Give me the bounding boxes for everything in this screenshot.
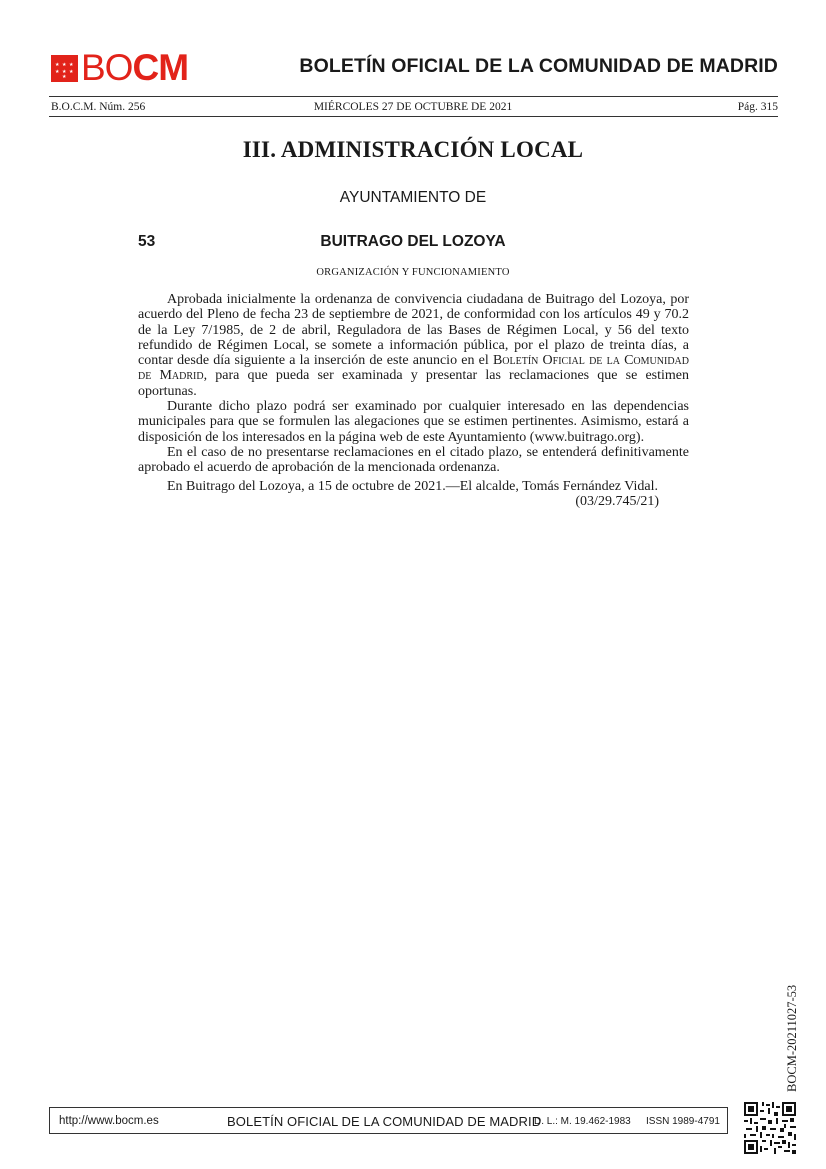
paragraph-3: En el caso de no presentarse reclamaciones en el citado plazo, se entenderá definitivamente aprobado el acuerdo de aprobación de la mencionada ordenanza.: [138, 444, 689, 476]
qr-code-icon: [744, 1102, 796, 1154]
footer: [49, 1107, 728, 1134]
signature-line: En Buitrago del Lozoya, a 15 de octubre de 2021.—El alcalde, Tomás Fernández Vidal.: [167, 478, 659, 494]
paragraph-1: [138, 292, 689, 399]
logo-text-cm: CM: [132, 47, 189, 88]
paragraph-1-start: Aprobada inicialmente la ordenanza de convivencia ciudadana de Buitrago del Lozoya, por acuerdo del Pleno de fecha 23 de septiembre de 2021, de conformidad con los artículos 49 y 70.2 de la Ley 7/1985, de 2 de abril, Reguladora de las Bases de Régimen Local, y 56 del texto refundido de Régimen Local, se somete a información pública, por el plazo de treinta días, a contar desde día siguiente a la inserción de este anuncio en el: [138, 292, 689, 369]
footer-url-link[interactable]: http://www.bocm.es: [59, 1115, 159, 1127]
document-side-code: BOCM-20211027-53: [785, 984, 799, 1092]
page-number: Pág. 315: [737, 101, 778, 113]
issue-date: MIÉRCOLES 27 DE OCTUBRE DE 2021: [313, 101, 513, 113]
comunidad-madrid-flag-icon: ★ ★ ★ ★ ★ ★ ★: [51, 55, 78, 82]
legal-deposit: D. L.: M. 19.462-1983: [534, 1116, 631, 1127]
bocm-logo: [51, 47, 189, 88]
issue-number: B.O.C.M. Núm. 256: [51, 101, 146, 113]
bulletin-name-smallcaps: Boletín Oficial de la Comunidad de Madrid: [138, 353, 689, 384]
section-title: III. ADMINISTRACIÓN LOCAL: [242, 137, 584, 162]
issn: ISSN 1989-4791: [646, 1116, 720, 1127]
footer-title: BOLETÍN OFICIAL DE LA COMUNIDAD DE MADRID: [227, 1114, 542, 1129]
entry-number: 53: [138, 233, 156, 250]
header-rule-bottom: [49, 116, 778, 117]
paragraph-1-end: , para que pueda ser examinada y presentar las reclamaciones que se estimen oportunas.: [138, 368, 689, 399]
header-rule-top: [49, 96, 778, 97]
subheading: ORGANIZACIÓN Y FUNCIONAMIENTO: [316, 267, 510, 278]
paragraph-2: Durante dicho plazo podrá ser examinado por cualquier interesado en las dependencias municipales para que se formulen las alegaciones que se estimen pertinentes. Asimismo, estará a disposición de los interesados en la página web de este Ayuntamiento (www.buitrago.org).: [138, 399, 689, 445]
reference-code: (03/29.745/21): [575, 493, 659, 509]
bulletin-title: BOLETÍN OFICIAL DE LA COMUNIDAD DE MADRID: [299, 55, 778, 77]
town-name: BUITRAGO DEL LOZOYA: [320, 233, 506, 250]
logo-text-bo: BO: [81, 47, 133, 88]
ayuntamiento-heading: AYUNTAMIENTO DE: [339, 189, 487, 206]
announcement-body: [138, 292, 689, 509]
